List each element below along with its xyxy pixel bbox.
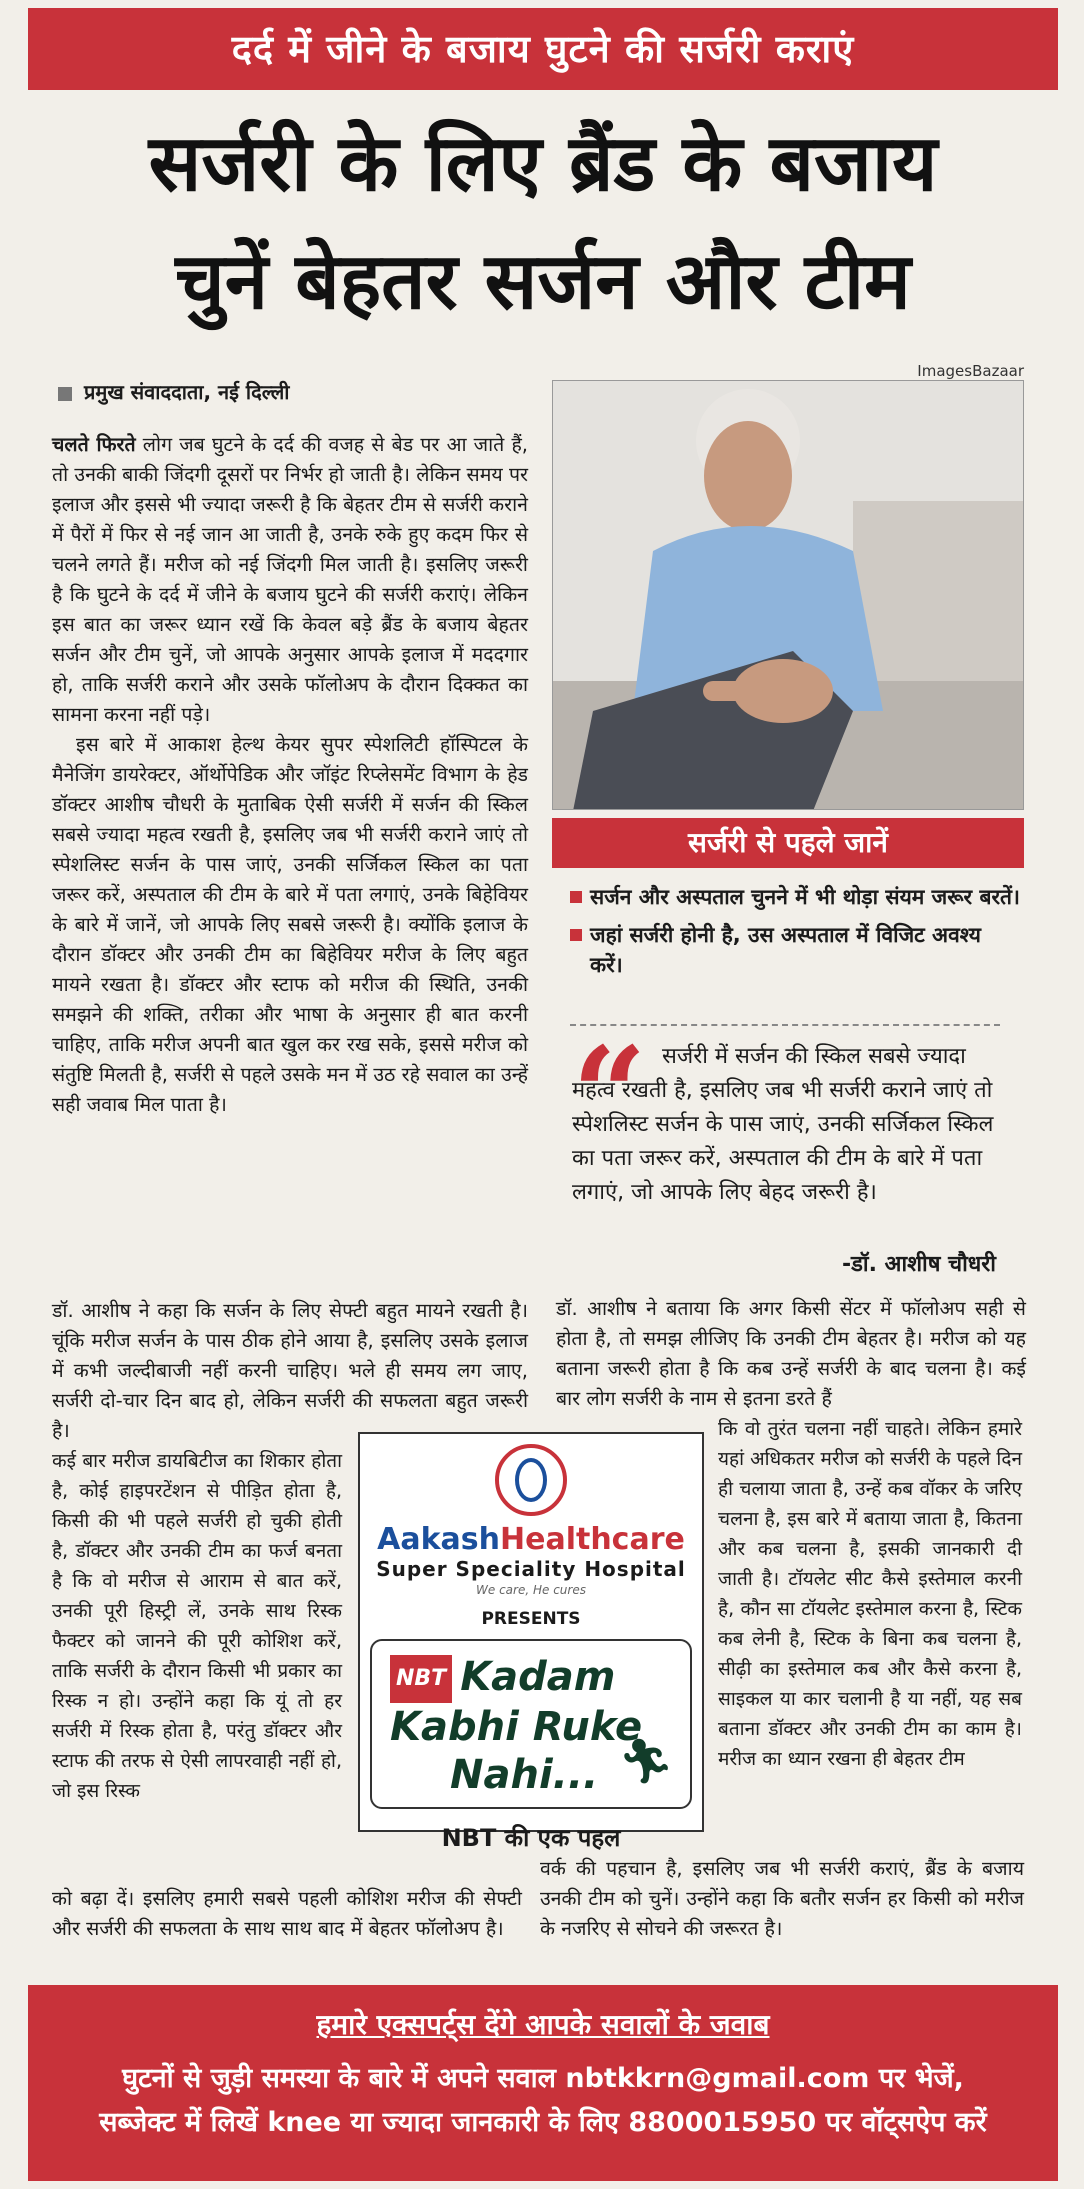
bottom-banner [28,1985,1058,2181]
bottom-banner-line-1: घुटनों से जुड़ी समस्या के बारे में अपने सवाल nbtkkrn@gmail.com पर भेजें, [122,2063,964,2094]
article-paragraph-1: लोग जब घुटने के दर्द की वजह से बेड पर आ जाते हैं, तो उनकी बाकी जिंदगी दूसरों पर निर्भर हो जाती है। लेकिन समय पर इलाज और इससे भी ज्यादा जरूरी है कि बेहतर टीम से सर्जरी कराने में पैरों में फिर से नई जान आ जाती है, उनके रुके हुए कदम फिर से चलने लगते हैं। मरीज को नई जिंदगी मिल जाती है। इसलिए जरूरी है कि घुटने के दर्द में जीने के बजाय घुटने की सर्जरी कराएं। लेकिन इस बात का जरूर ध्यान रखें कि केवल बड़े ब्रैंड के बजाय बेहतर सर्जन और टीम चुनें, जो आपके अनुसार आपके इलाज में मददगार हो, ताकि सर्जरी कराने और उसके फॉलोअप के दौरान दिक्कत का सामना करना नहीं पड़े। [52,433,528,726]
sidebar-bullet: सर्जन और अस्पताल चुनने में भी थोड़ा संयम जरूर बरतें। [570,882,1020,912]
article-paragraph-2: इस बारे में आकाश हेल्थ केयर सुपर स्पेशलिटी हॉस्पिटल के मैनेजिंग डायरेक्टर, ऑर्थोपेडिक और जॉइंट रिप्लेसमेंट विभाग के हेड डॉक्टर आशीष चौधरी के मुताबिक ऐसी सर्जरी में सर्जन की स्किल सबसे ज्यादा महत्व रखती है, इसलिए जब भी सर्जरी कराने जाएं तो स्पेशलिस्ट सर्जन के पास जाएं, उनकी सर्जिकल स्किल का पता जरूर करें, अस्पताल की टीम के बारे में पता लगाएं, उनके बिहेवियर के बारे में जानें, जो आपके लिए सबसे जरूरी है। क्योंकि इलाज के दौरान डॉक्टर और उनकी टीम का बिहेवियर मरीज के लिए बहुत मायने रखता है। डॉक्टर और स्टाफ को मरीज की स्थिति, उनकी समझने की शक्ति, तरीका और भाषा के अनुसार ही बात करनी चाहिए, ताकि मरीज अपनी बात खुल कर रख सके, इससे मरीज को संतुष्टि मिलती है, सर्जरी से पहले उसके मन में उठ रहे सवाल का उन्हें सही जवाब मिल पाता है। [52,733,528,1116]
article-paragraph-4: कई बार मरीज डायबिटीज का शिकार होता है, कोई हाइपरटेंशन से पीड़ित होता है, किसी की भी पहले सर्जरी हो चुकी होती है, डॉक्टर और उनकी टीम का फर्ज बनता है कि वो मरीज से आराम से बात करें, उनकी पूरी हिस्ट्री लें, उनके साथ रिस्क फैक्टर को जानने की पूरी कोशिश करें, ताकि सर्जरी के दौरान किसी भी प्रकार का रिस्क न हो। उन्होंने कहा कि यूं तो हर सर्जरी में रिस्क होता है, परंतु डॉक्टर और स्टाफ की तरफ से ऐसी लापरवाही नहीं हो, जो इस रिस्क [52,1450,342,1802]
article-paragraph-6-end: वर्क की पहचान है, इसलिए जब भी सर्जरी कराएं, ब्रैंड के बजाय उनकी टीम को चुनें। उन्होंने कहा कि बतौर सर्जन हर किसी को मरीज के नजरिए से सोचने की जरूरत है। [540,1857,1024,1940]
headline-line-1: सर्जरी के लिए ब्रैंड के बजाय [148,119,938,209]
lead-bold: चलते फिरते [52,433,136,456]
ad-footer: NBT की एक पहल [441,1824,621,1852]
slogan-2: Kabhi Ruke [390,1704,643,1750]
sidebar-bullet: जहां सर्जरी होनी है, उस अस्पताल में विजिट अवश्य करें। [570,920,1020,980]
bullet-square-icon [58,387,72,401]
hospital-subtitle: Super Speciality Hospital [376,1557,686,1581]
nbt-badge: NBT [390,1655,452,1703]
sidebar-bullets [570,882,1020,988]
article-paragraph-6: कि वो तुरंत चलना नहीं चाहते। लेकिन हमारे यहां अधिकतर मरीज को सर्जरी के पहले दिन ही चलाया जाता है, उन्हें कब वॉकर के जरिए चलना है, इस बारे में बताया जाता है, कितना और कब चलना है, इसकी जानकारी दी जाती है। टॉयलेट सीट कैसे इस्तेमाल करनी है, कौन सा टॉयलेट इस्तेमाल करना है, स्टिक कब लेनी है, स्टिक के बिना कब चलना है, सीढ़ी का इस्तेमाल कब और कैसे करना है, साइकल या कार चलानी है या नहीं, यह सब बताना डॉक्टर और उनकी टीम का काम है। मरीज का ध्यान रखना ही बेहतर टीम [718,1418,1022,1770]
byline [58,378,290,405]
slogan-3: Nahi... [450,1752,599,1798]
byline-text: प्रमुख संवाददाता, नई दिल्ली [84,380,290,404]
hospital-tagline: We care, He cures [476,1583,586,1597]
photo-illustration [553,381,1024,810]
quote-author: -डॉ. आशीष चौधरी [841,1252,996,1277]
pull-quote: सर्जरी में सर्जन की स्किल सबसे ज्यादा महत्व रखती है, इसलिए जब भी सर्जरी कराने जाएं तो स्पेशलिस्ट सर्जन के पास जाएं, उनकी सर्जिकल स्किल का पता जरूर करें, अस्पताल की टीम के बारे में पता लगाएं, जो आपके लिए बेहद जरूरी है। [572,1044,994,1205]
campaign-box [370,1639,692,1809]
article-paragraph-3: डॉ. आशीष ने कहा कि सर्जन के लिए सेफ्टी बहुत मायने रखती है। चूंकि मरीज सर्जन के पास ठीक होने आया है, इसलिए उसके इलाज में कभी जल्दीबाजी नहीं करनी चाहिए। भले ही समय लग जाए, सर्जरी दो-चार दिन बाद हो, लेकिन सर्जरी की सफलता बहुत जरूरी है। [52,1299,528,1442]
photo-credit: ImagesBazaar [917,362,1024,380]
runner-icon: 🏃︎ [618,1736,674,1787]
top-banner: दर्द में जीने के बजाय घुटने की सर्जरी कराएं [28,8,1058,90]
bottom-banner-line-2: सब्जेक्ट में लिखें knee या ज्यादा जानकारी के लिए 8800015950 पर वॉट्सऐप करें [99,2107,987,2138]
article-paragraph-5: डॉ. आशीष ने बताया कि अगर किसी सेंटर में फॉलोअप सही से होता है, तो समझ लीजिए कि उनकी टीम बेहतर है। मरीज को यह बताना जरूरी होता है कि कब उन्हें सर्जरी के बाद चलना है। कई बार लोग सर्जरी के नाम से इतना डरते हैं [556,1297,1026,1410]
bottom-banner-title: हमारे एक्सपर्ट्स देंगे आपके सवालों के जवाब [316,2008,770,2041]
hospital-name: AakashHealthcare [377,1522,685,1557]
ad-presents: PRESENTS [481,1609,581,1629]
sponsor-ad [358,1432,704,1852]
article-paragraph-4-end: को बढ़ा दें। इसलिए हमारी सबसे पहली कोशिश मरीज की सेफ्टी और सर्जरी की सफलता के साथ साथ बाद में बेहतर फॉलोअप है। [52,1887,522,1940]
quote-mark-icon: “ [572,1018,647,1171]
headline [28,105,1058,341]
headline-line-2: चुनें बेहतर सर्जन और टीम [175,237,911,327]
article-column-left [52,430,528,1120]
sidebar-label: सर्जरी से पहले जानें [552,818,1024,868]
photo-elderly-man-knee-pain [552,380,1024,810]
hospital-logo-icon [495,1444,567,1516]
slogan-1: Kadam [460,1654,616,1700]
